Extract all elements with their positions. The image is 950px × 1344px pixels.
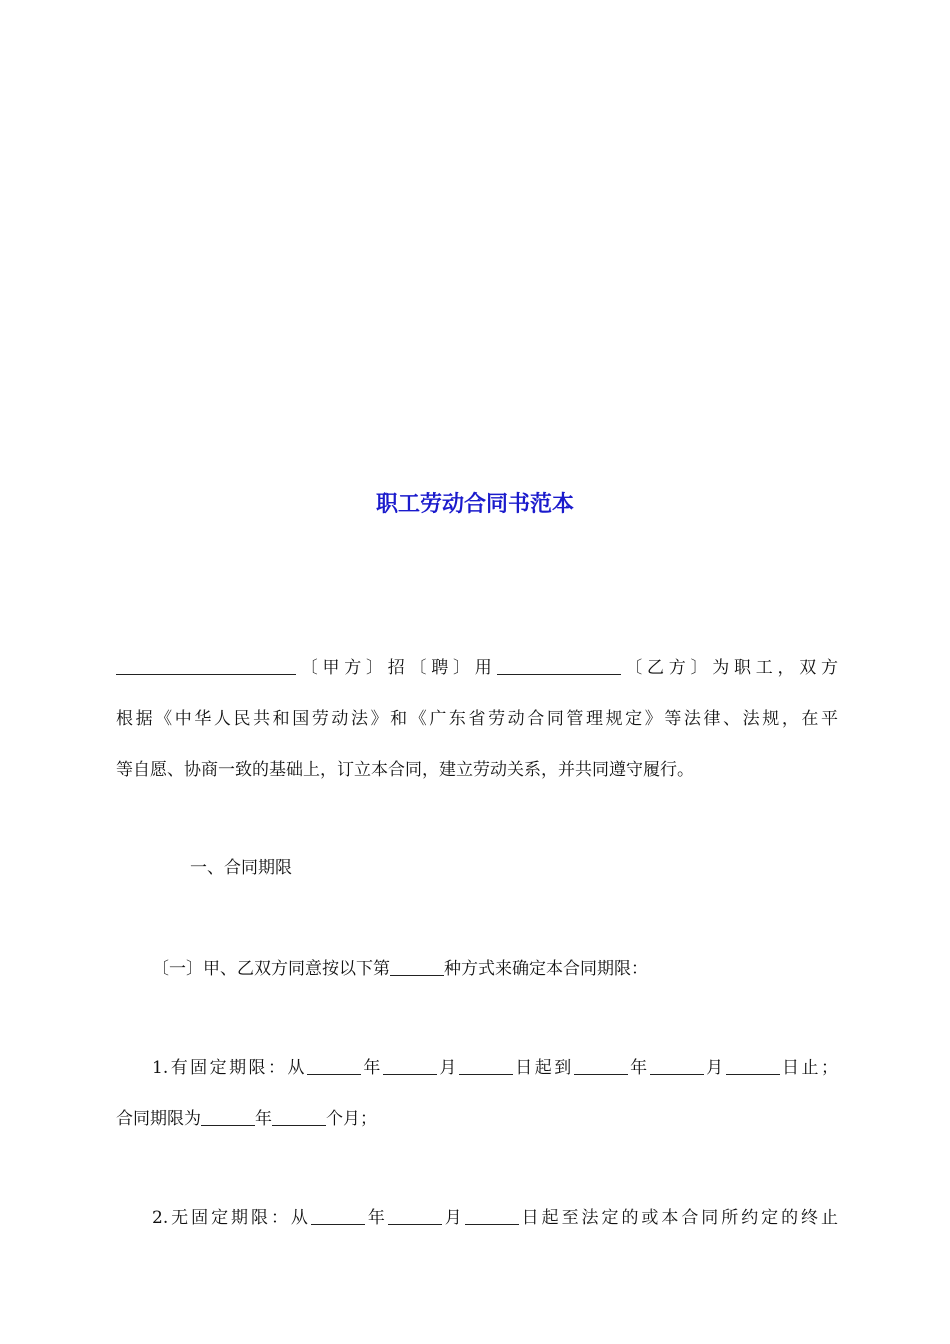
- item-2: [116, 1193, 838, 1244]
- intro-line-1: [116, 643, 838, 694]
- section-heading: [116, 843, 838, 894]
- section-heading-text: 一、合同期限: [190, 858, 292, 878]
- blank: [311, 1205, 365, 1225]
- item-text: 合同期限为: [116, 1109, 201, 1129]
- item-1-line-2: [116, 1094, 838, 1145]
- clause-text: 种方式来确定本合同期限：: [444, 959, 648, 979]
- blank: [272, 1106, 326, 1126]
- blank: [650, 1055, 704, 1075]
- blank: [307, 1055, 361, 1075]
- blank: [201, 1106, 255, 1126]
- item-text: 年: [364, 1208, 388, 1228]
- item-text: 月: [703, 1058, 726, 1078]
- party-a-blank: [116, 655, 296, 675]
- item-text: 2.无固定期限：从: [152, 1208, 311, 1228]
- clause-1-line: [116, 944, 838, 995]
- blank: [465, 1205, 519, 1225]
- item-1: [116, 1043, 838, 1145]
- blank: [726, 1055, 780, 1075]
- item-text: 年: [255, 1109, 272, 1129]
- document-title: 职工劳动合同书范本: [375, 491, 574, 517]
- item-text: 月: [441, 1208, 465, 1228]
- item-2-line-1: [116, 1193, 838, 1244]
- blank: [388, 1205, 442, 1225]
- clause-text: 〔一〕甲、乙双方同意按以下第: [152, 959, 390, 979]
- blank: [574, 1055, 628, 1075]
- intro-line-3: 等自愿、协商一致的基础上，订立本合同，建立劳动关系，并共同遵守履行。: [116, 760, 694, 780]
- item-text: 日起到: [512, 1058, 574, 1078]
- item-text: 年: [627, 1058, 650, 1078]
- item-text: 日止；: [779, 1058, 838, 1078]
- intro-text: 〔甲方〕招〔聘〕用: [296, 658, 497, 678]
- item-text: 日起至法定的或本合同所约定的终止: [518, 1208, 839, 1228]
- intro-paragraph: [116, 643, 838, 796]
- party-b-blank: [497, 655, 621, 675]
- item-text: 个月；: [326, 1109, 377, 1129]
- item-1-line-1: [116, 1043, 838, 1094]
- item-text: 1.有固定期限：从: [152, 1058, 307, 1078]
- item-text: 年: [360, 1058, 383, 1078]
- blank: [383, 1055, 437, 1075]
- item-text: 月: [436, 1058, 459, 1078]
- clause-1: [116, 944, 838, 995]
- blank: [459, 1055, 513, 1075]
- intro-text: 〔乙方〕为职工，双方: [620, 658, 838, 678]
- intro-line-2: 根据《中华人民共和国劳动法》和《广东省劳动合同管理规定》等法律、法规，在平: [116, 709, 838, 729]
- method-blank: [390, 956, 444, 976]
